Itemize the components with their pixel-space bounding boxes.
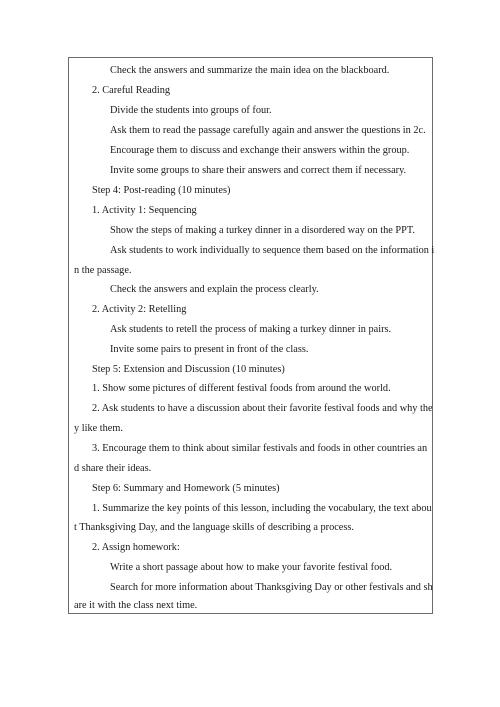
text-line: Write a short passage about how to make your favorite festival food.	[110, 562, 393, 573]
text-line: t Thanksgiving Day, and the language skills of describing a process.	[74, 522, 354, 533]
text-line: Encourage them to discuss and exchange their answers within the group.	[110, 145, 410, 156]
text-line: y like them.	[74, 423, 123, 434]
text-line: 1. Activity 1: Sequencing	[92, 205, 197, 216]
text-line: Check the answers and explain the process clearly.	[110, 284, 319, 295]
text-line: Step 4: Post-reading (10 minutes)	[92, 185, 231, 196]
text-line: n the passage.	[74, 265, 132, 276]
text-line: Divide the students into groups of four.	[110, 105, 272, 116]
text-line: Ask students to retell the process of making a turkey dinner in pairs.	[110, 324, 392, 335]
text-line: Invite some groups to share their answers and correct them if necessary.	[110, 165, 407, 176]
text-line: 2. Ask students to have a discussion about their favorite festival foods and why the	[92, 403, 433, 414]
text-line: 1. Show some pictures of different festival foods from around the world.	[92, 383, 391, 394]
text-line: Ask them to read the passage carefully again and answer the questions in 2c.	[110, 125, 426, 136]
text-line: Check the answers and summarize the main idea on the blackboard.	[110, 65, 390, 76]
text-line: Ask students to work individually to sequence them based on the information i	[110, 245, 435, 256]
text-line: d share their ideas.	[74, 463, 152, 474]
text-line: Show the steps of making a turkey dinner in a disordered way on the PPT.	[110, 225, 415, 236]
text-line: Step 5: Extension and Discussion (10 minutes)	[92, 364, 285, 375]
text-line: 2. Assign homework:	[92, 542, 180, 553]
text-line: Invite some pairs to present in front of the class.	[110, 344, 309, 355]
text-line: Step 6: Summary and Homework (5 minutes)	[92, 483, 280, 494]
text-line: 1. Summarize the key points of this lesson, including the vocabulary, the text abou	[92, 503, 432, 514]
lesson-plan-box	[68, 57, 433, 614]
text-line: 2. Careful Reading	[92, 85, 171, 96]
text-line: are it with the class next time.	[74, 600, 198, 611]
text-line: Search for more information about Thanksgiving Day or other festivals and sh	[110, 582, 433, 593]
text-line: 2. Activity 2: Retelling	[92, 304, 187, 315]
text-line: 3. Encourage them to think about similar festivals and foods in other countries an	[92, 443, 428, 454]
